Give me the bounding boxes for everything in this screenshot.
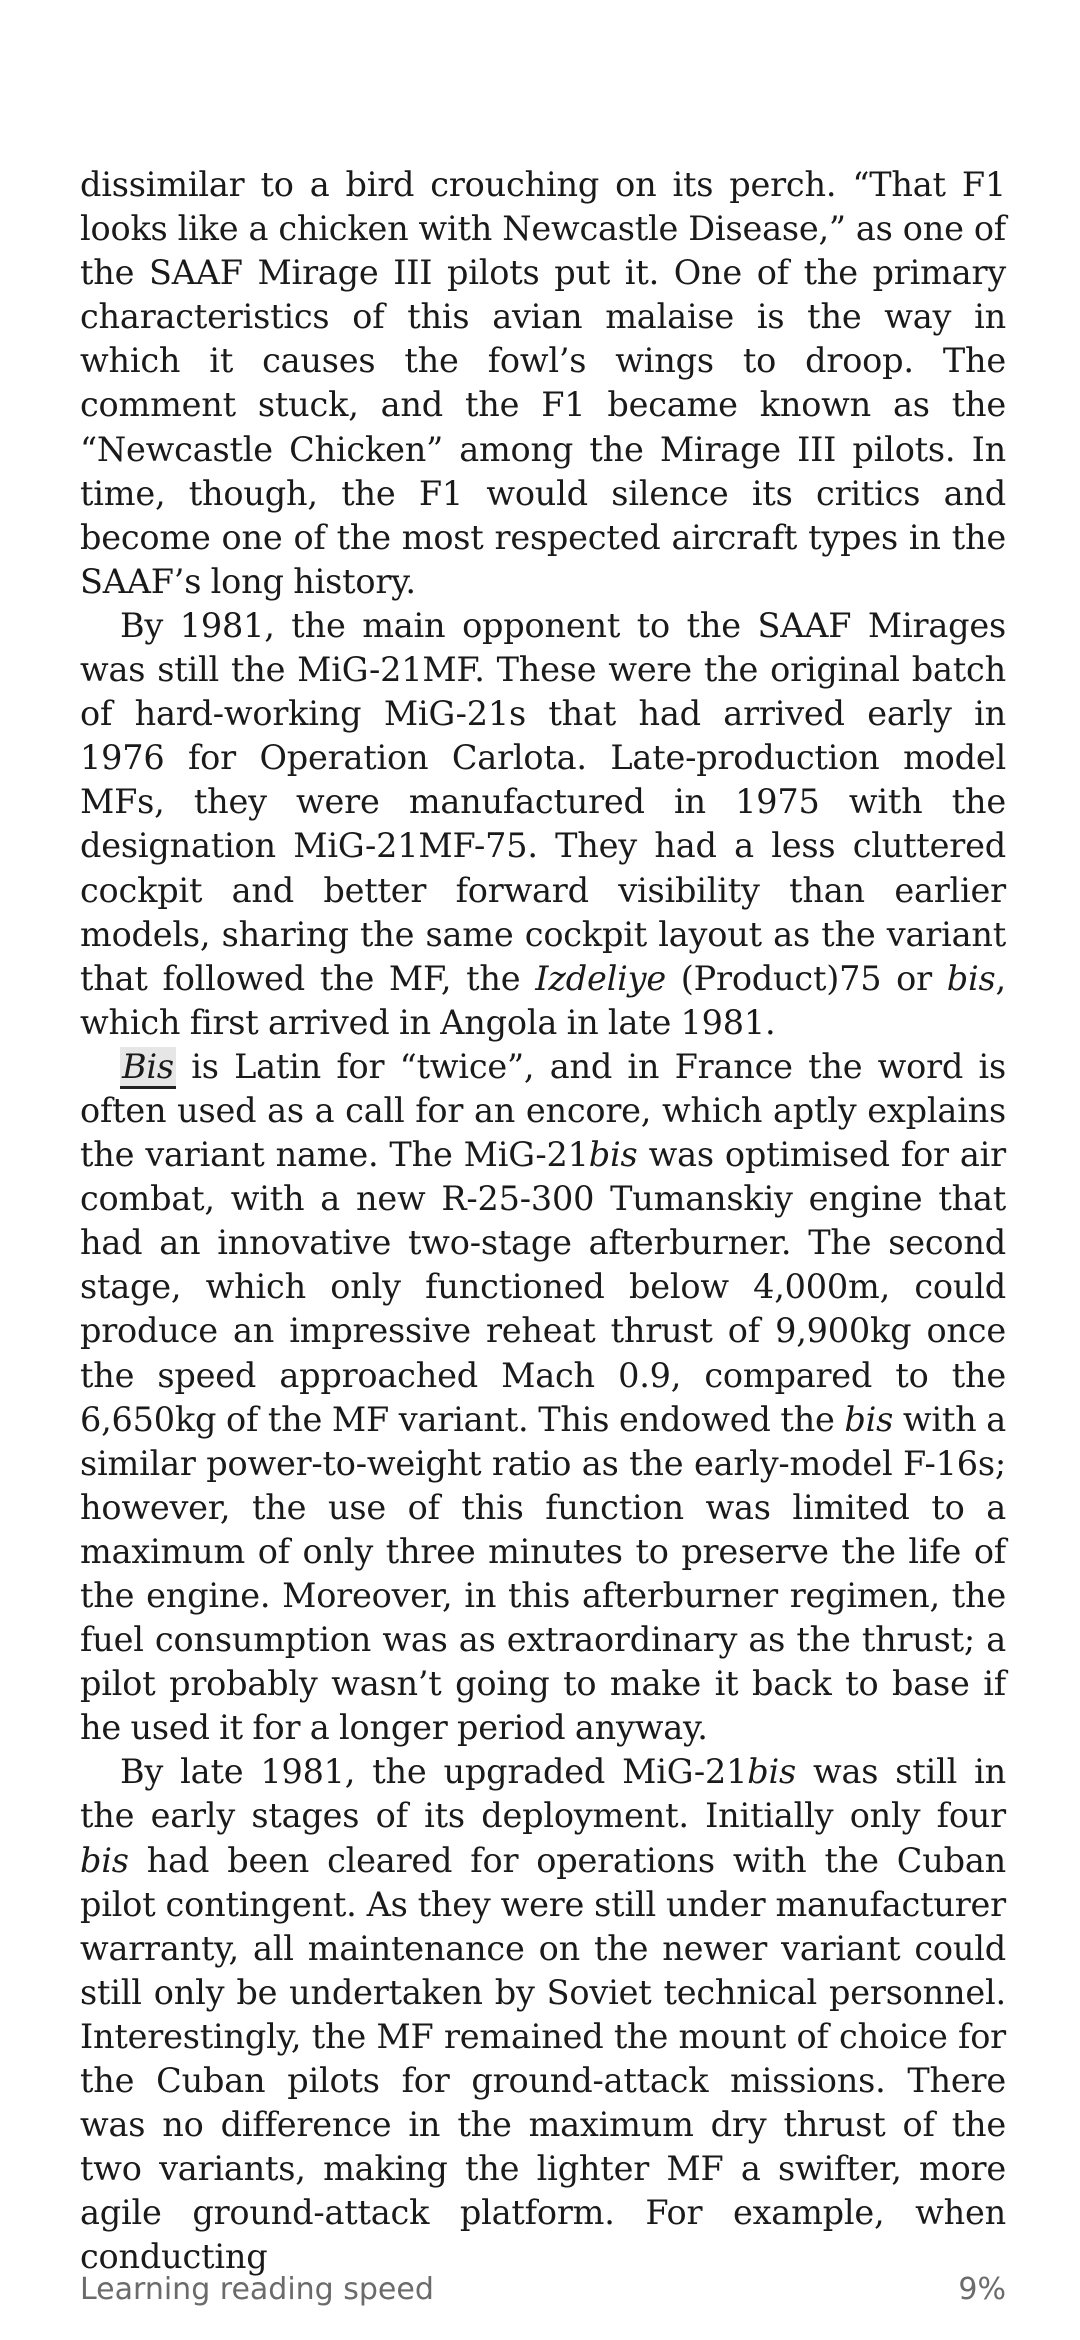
- italic-text: bis: [588, 1135, 638, 1175]
- text-run: By late 1981, the upgraded MiG-21: [120, 1752, 748, 1792]
- italic-text: bis: [747, 1752, 797, 1792]
- text-run: had been cleared for operations with the Cuban pilot contingent. As they were still under manufacturer warranty, all maintenance on the newer variant could still only be undertaken by Soviet technical personnel. Interestingly, the MF remained the mount of choice for the Cuban pilots for ground-attack missions. There was no difference in the maximum dry thrust of the two variants, making the lighter MF a swifter, more agile ground-attack platform. For example, when conducting: [80, 1840, 1006, 2277]
- text-run: , which first arrived in Angola in late 1981.: [80, 958, 1006, 1042]
- highlighted-word[interactable]: Bis: [120, 1047, 176, 1089]
- text-run: is Latin for “twice”, and in France the word is often used as a call for an encore, which aptly explains the variant name. The MiG-21: [80, 1046, 1006, 1175]
- italic-text: Izdeliye: [535, 958, 666, 998]
- text-run: dissimilar to a bird crouching on its perch. “That F1 looks like a chicken with Newcastle Disease,” as one of the SAAF Mirage III pilots put it. One of the primary characteristics of this avian malaise is the way in which it causes the fowl’s wings to droop. The comment stuck, and the F1 became known as the “Newcastle Chicken” among the Mirage III pilots. In time, though, the F1 would silence its critics and become one of the most respected aircraft types in the SAAF’s long history.: [80, 165, 1006, 601]
- reading-speed-status: Learning reading speed: [80, 2272, 434, 2307]
- italic-text: bis: [844, 1399, 894, 1439]
- reading-progress[interactable]: 9%: [958, 2272, 1006, 2307]
- book-paragraph: [80, 1045, 1006, 1751]
- text-run: (Product)75 or: [665, 958, 947, 998]
- text-run: was still in the early stages of its deployment. Initially only four: [80, 1752, 1006, 1836]
- italic-text: bis: [80, 1840, 129, 1880]
- book-paragraph: [80, 604, 1006, 1045]
- text-run: with a similar power-to-weight ratio as the early-model F-16s; however, the use of this function was limited to a maximum of only three minutes to preserve the life of the engine. Moreover, in this afterburner regimen, the fuel consumption was as extraordinary as the thrust; a pilot probably wasn’t going to make it back to base if he used it for a longer period anyway.: [80, 1399, 1007, 1748]
- book-paragraph: [80, 163, 1006, 604]
- book-paragraph: [80, 1750, 1006, 2279]
- italic-text: bis: [946, 958, 996, 998]
- text-run: By 1981, the main opponent to the SAAF Mirages was still the MiG-21MF. These were the original batch of hard-working MiG-21s that had arrived early in 1976 for Operation Carlota. Late-production model MFs, they were manufactured in 1975 with the designation MiG-21MF-75. They had a less cluttered cockpit and better forward visibility than earlier models, sharing the same cockpit layout as the variant that followed the MF, the: [80, 605, 1006, 998]
- text-run: was optimised for air combat, with a new R-25-300 Tumanskiy engine that had an innovative two-stage afterburner. The second stage, which only functioned below 4,000m, could produce an impressive reheat thrust of 9,900kg once the speed approached Mach 0.9, compared to the 6,650kg of the MF variant. This endowed the: [80, 1135, 1006, 1439]
- reader-page[interactable]: [80, 163, 1007, 2277]
- reader-footer: [80, 2272, 1006, 2307]
